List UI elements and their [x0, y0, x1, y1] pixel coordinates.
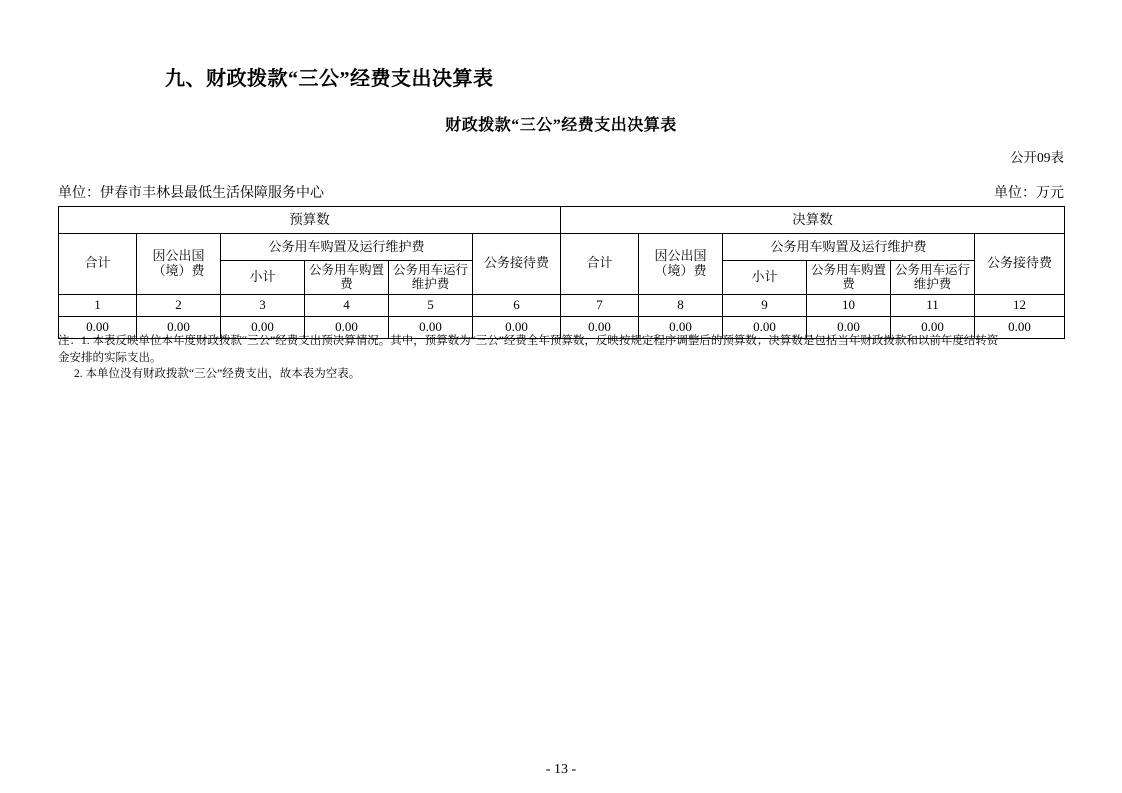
table-header-group-row: [59, 207, 1065, 234]
note-line-1b: 金安排的实际支出。: [58, 351, 162, 364]
note-line-1: 注：1. 本表反映单位本年度财政拨款“三公”经费支出预决算情况。其中，预算数为“三公”经费全年预算数，反映按规定程序调整后的预算数；决算数是包括当年财政拨款和以前年度结转资: [58, 335, 999, 347]
table-cell-value: 0.00: [389, 316, 473, 338]
header-budget-total: 合计: [59, 234, 137, 295]
column-number: 5: [389, 294, 473, 316]
table-cell-value: 0.00: [639, 316, 723, 338]
table-cell-value: 0.00: [723, 316, 807, 338]
table-cell-value: 0.00: [473, 316, 561, 338]
table-notes: [58, 333, 1064, 383]
section-title: 九、财政拨款“三公”经费支出决算表: [165, 68, 494, 90]
header-budget-abroad: 因公出国（境）费: [137, 234, 221, 295]
table-header-sub-row-1: [59, 234, 1065, 261]
header-budget-group: 预算数: [59, 207, 561, 234]
document-title: 财政拨款“三公”经费支出决算表: [445, 117, 677, 134]
three-public-expenditure-table: [58, 206, 1065, 339]
column-number: 2: [137, 294, 221, 316]
header-final-reception: 公务接待费: [975, 234, 1065, 295]
page-number: - 13 -: [545, 762, 577, 777]
header-budget-vehicle-subtotal: 小计: [221, 261, 305, 295]
table-cell-value: 0.00: [221, 316, 305, 338]
header-budget-vehicle-operate: 公务用车运行维护费: [389, 261, 473, 295]
column-number: 4: [305, 294, 389, 316]
table-cell-value: 0.00: [59, 316, 137, 338]
header-final-total: 合计: [561, 234, 639, 295]
column-number: 11: [891, 294, 975, 316]
column-number: 3: [221, 294, 305, 316]
header-final-group: 决算数: [561, 207, 1065, 234]
column-number: 9: [723, 294, 807, 316]
column-number: 12: [975, 294, 1065, 316]
table-cell-value: 0.00: [807, 316, 891, 338]
header-final-vehicle-operate: 公务用车运行维护费: [891, 261, 975, 295]
table-column-number-row: [59, 294, 1065, 316]
column-number: 7: [561, 294, 639, 316]
table-cell-value: 0.00: [891, 316, 975, 338]
header-final-abroad: 因公出国（境）费: [639, 234, 723, 295]
header-budget-vehicle-group: 公务用车购置及运行维护费: [221, 234, 473, 261]
column-number: 1: [59, 294, 137, 316]
header-budget-reception: 公务接待费: [473, 234, 561, 295]
column-number: 8: [639, 294, 723, 316]
column-number: 6: [473, 294, 561, 316]
unit-line: [58, 182, 1064, 202]
table-cell-value: 0.00: [305, 316, 389, 338]
header-final-vehicle-group: 公务用车购置及运行维护费: [723, 234, 975, 261]
table-cell-value: 0.00: [137, 316, 221, 338]
unit-name-label: 单位：伊春市丰林县最低生活保障服务中心: [58, 186, 324, 201]
unit-measure-label: 单位：万元: [994, 186, 1064, 201]
table-cell-value: 0.00: [975, 316, 1065, 338]
table-cell-value: 0.00: [561, 316, 639, 338]
header-final-vehicle-subtotal: 小计: [723, 261, 807, 295]
header-budget-vehicle-purchase: 公务用车购置费: [305, 261, 389, 295]
header-final-vehicle-purchase: 公务用车购置费: [807, 261, 891, 295]
note-line-2: 2. 本单位没有财政拨款“三公”经费支出，故本表为空表。: [74, 368, 361, 381]
form-code-label: 公开09表: [1010, 150, 1064, 165]
column-number: 10: [807, 294, 891, 316]
